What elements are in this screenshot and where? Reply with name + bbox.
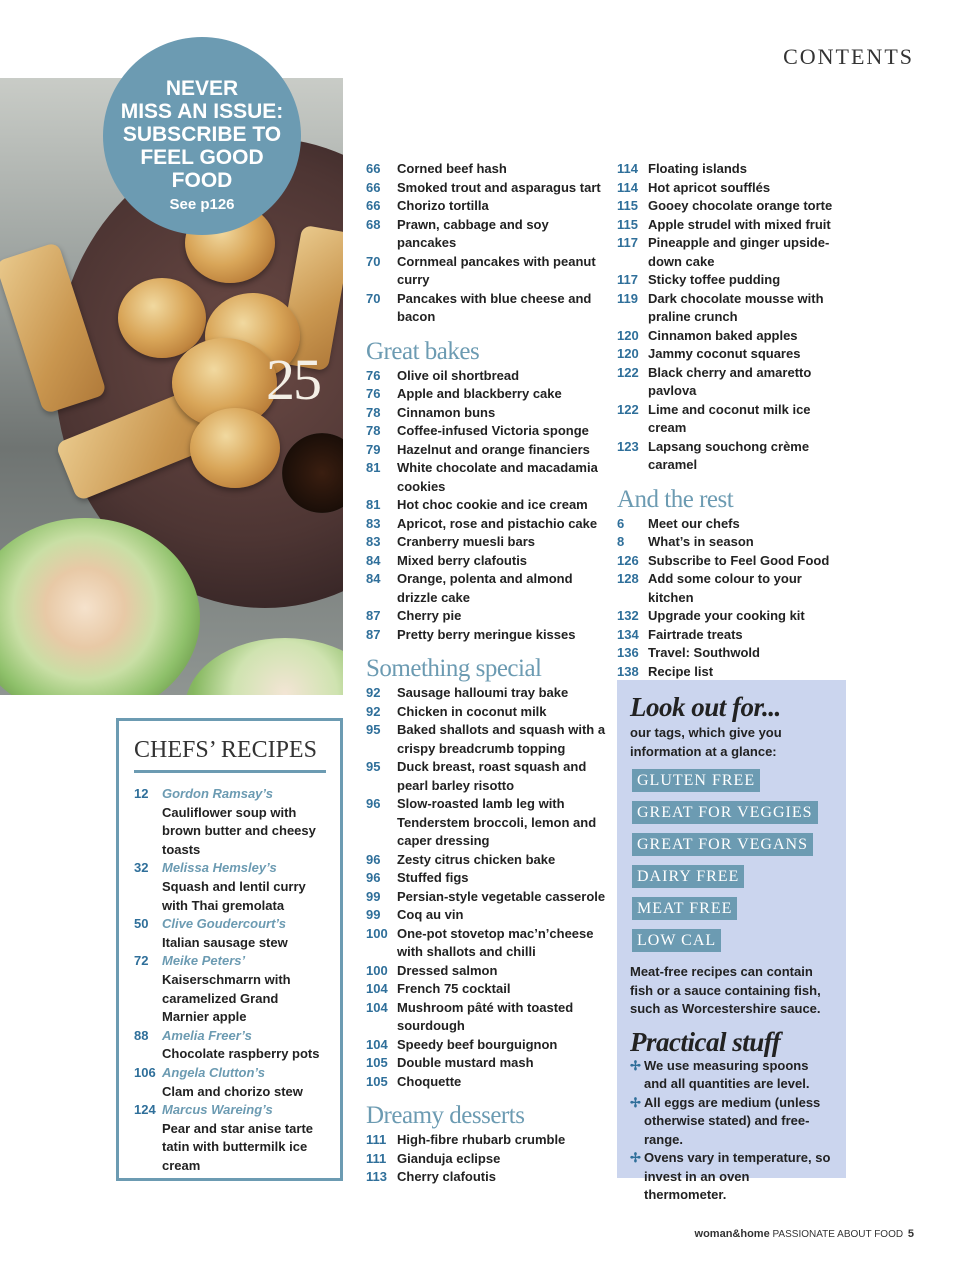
and-the-rest-list <box>617 515 849 682</box>
page-title: CONTENTS <box>783 44 914 69</box>
contents-entry[interactable] <box>366 962 606 981</box>
diet-tag: DAIRY FREE <box>632 865 744 888</box>
entry-title: Dressed salmon <box>397 962 498 978</box>
chefs-recipes-box <box>116 718 343 1181</box>
entry-page-number: 114 <box>617 161 638 176</box>
entry-title: Duck breast, roast squash and pearl barley risotto <box>397 759 587 793</box>
entry-title: Speedy beef bourguignon <box>397 1036 558 1052</box>
contents-entry[interactable] <box>366 570 606 607</box>
contents-entry[interactable] <box>366 441 606 460</box>
entry-title: Apricot, rose and pistachio cake <box>397 515 598 531</box>
contents-entry[interactable] <box>366 422 606 441</box>
contents-entry[interactable] <box>366 869 606 888</box>
entry-title: Cherry pie <box>397 608 462 623</box>
contents-entry[interactable] <box>617 179 849 198</box>
entry-title: Cherry clafoutis <box>397 1169 496 1184</box>
subscribe-page-ref: See p126 <box>169 196 235 213</box>
entry-title: Zesty citrus chicken bake <box>397 851 556 867</box>
dreamy-desserts-list <box>366 1131 606 1187</box>
chef-entry-body <box>162 952 326 1026</box>
entry-title: White chocolate and macadamia cookies <box>397 460 598 494</box>
practical-text: Ovens vary in temperature, so invest in an oven thermometer. <box>644 1150 831 1202</box>
entry-title: Sticky toffee pudding <box>648 272 781 287</box>
entry-page-number: 104 <box>366 999 388 1015</box>
diet-tag: GREAT FOR VEGGIES <box>632 801 818 824</box>
diet-tag: MEAT FREE <box>632 897 737 920</box>
entry-page-number: 79 <box>366 441 381 457</box>
contents-entry[interactable] <box>617 197 849 216</box>
entry-title: Coq au vin <box>397 907 464 922</box>
entry-title: Smoked trout and asparagus tart <box>397 179 601 195</box>
contents-entry[interactable] <box>366 684 606 703</box>
entry-title: Lime and coconut milk ice cream <box>648 401 811 435</box>
chefs-list <box>134 785 326 1175</box>
section-heading-great-bakes: Great bakes <box>366 337 480 365</box>
entry-title: Apple strudel with mixed fruit <box>648 216 831 232</box>
chef-dish: Kaiserschmarrn with caramelized Grand Marnier apple <box>162 971 291 1025</box>
contents-entry[interactable] <box>366 758 606 795</box>
entry-page-number: 138 <box>617 663 639 679</box>
entry-title: Jammy coconut squares <box>648 346 801 361</box>
entry-page-number: 128 <box>617 571 639 586</box>
chef-entry-body <box>162 1027 326 1064</box>
entry-title: Fairtrade treats <box>648 626 743 642</box>
contents-entry[interactable] <box>617 533 849 552</box>
contents-entry[interactable] <box>366 160 606 179</box>
contents-entry[interactable] <box>617 345 849 364</box>
contents-entry[interactable] <box>617 327 849 346</box>
meat-free-note: Meat-free recipes can contain fish or a sauce containing fish, such as Worcestershire sauce. <box>630 964 821 1016</box>
chef-name: Clive Goudercourt’s <box>162 916 287 932</box>
contents-entry[interactable] <box>617 626 849 645</box>
contents-entry[interactable] <box>366 888 606 907</box>
entry-page-number: 120 <box>617 327 639 343</box>
entry-title: Stuffed figs <box>397 870 469 885</box>
entry-page-number: 70 <box>366 290 381 306</box>
entry-title: Lapsang souchong crème caramel <box>648 438 810 472</box>
chef-page-number: 72 <box>134 953 149 969</box>
chef-dish: Clam and chorizo stew <box>162 1083 303 1099</box>
practical-item <box>630 1149 834 1205</box>
chef-dish: Squash and lentil curry with Thai gremolata <box>162 878 306 913</box>
entry-page-number: 8 <box>617 534 625 549</box>
practical-list <box>630 1057 834 1205</box>
chef-page-number: 88 <box>134 1027 149 1043</box>
entry-page-number: 87 <box>366 626 381 642</box>
entry-page-number: 100 <box>366 962 388 978</box>
tag-row <box>630 833 834 865</box>
chef-entry[interactable] <box>134 1064 326 1101</box>
tag-row <box>630 897 834 929</box>
practical-item <box>630 1057 834 1094</box>
section-heading-dreamy-desserts: Dreamy desserts <box>366 1102 525 1129</box>
contents-entry[interactable] <box>617 271 849 290</box>
entry-page-number: 81 <box>366 460 381 475</box>
contents-entry[interactable] <box>617 364 849 401</box>
entry-page-number: 122 <box>617 401 639 417</box>
entry-title: Cinnamon baked apples <box>648 327 798 343</box>
entry-page-number: 66 <box>366 198 381 213</box>
entry-title: What’s in season <box>648 534 754 549</box>
bullet-icon: ✢ <box>630 1057 641 1073</box>
entry-title: Cornmeal pancakes with peanut curry <box>397 253 596 287</box>
chef-entry-body <box>162 1064 326 1101</box>
entry-page-number: 117 <box>617 272 638 287</box>
contents-entry[interactable] <box>366 925 606 962</box>
chef-entry[interactable] <box>134 1101 326 1175</box>
entry-title: Baked shallots and squash with a crispy breadcrumb topping <box>397 722 606 756</box>
entry-page-number: 83 <box>366 534 381 549</box>
subscribe-badge[interactable] <box>103 37 301 235</box>
entry-page-number: 99 <box>366 907 381 922</box>
entry-page-number: 134 <box>617 626 639 642</box>
entry-page-number: 96 <box>366 851 381 867</box>
contents-entry[interactable] <box>617 401 849 438</box>
entry-title: Slow-roasted lamb leg with Tenderstem broccoli, lemon and caper dressing <box>397 796 597 848</box>
entry-page-number: 95 <box>366 759 381 774</box>
tag-row <box>630 865 834 897</box>
contents-entry[interactable] <box>366 385 606 404</box>
entry-page-number: 92 <box>366 685 381 700</box>
chef-dish: Italian sausage stew <box>162 934 288 950</box>
entry-page-number: 122 <box>617 364 639 380</box>
entry-title: Pretty berry meringue kisses <box>397 626 576 642</box>
entry-title: Add some colour to your kitchen <box>648 571 802 605</box>
entry-page-number: 68 <box>366 216 381 232</box>
chef-dish: Chocolate raspberry pots <box>162 1046 320 1062</box>
contents-entry[interactable] <box>366 1150 606 1169</box>
contents-entry[interactable] <box>366 459 606 496</box>
entry-title: Meet our chefs <box>648 515 740 531</box>
entry-page-number: 123 <box>617 438 639 454</box>
look-out-for-box <box>617 680 846 1202</box>
contents-column-2 <box>617 160 849 681</box>
entry-page-number: 113 <box>366 1169 387 1184</box>
entry-page-number: 78 <box>366 423 381 438</box>
entry-page-number: 76 <box>366 386 381 401</box>
bullet-icon: ✢ <box>630 1094 641 1110</box>
chef-name: Marcus Wareing’s <box>162 1102 273 1118</box>
entry-page-number: 87 <box>366 608 381 623</box>
chef-entry-body <box>162 859 326 915</box>
entry-title: Cranberry muesli bars <box>397 534 536 549</box>
tag-row <box>630 929 834 961</box>
chef-dish: Cauliflower soup with brown butter and cheesy toasts <box>162 804 316 857</box>
tag-row <box>630 801 834 833</box>
contents-entry[interactable] <box>366 179 606 198</box>
contents-entry[interactable] <box>366 721 606 758</box>
entry-title: One-pot stovetop mac’n’cheese with shallots and chilli <box>397 925 594 959</box>
entry-title: Apple and blackberry cake <box>397 386 562 401</box>
entry-title: Coffee-infused Victoria sponge <box>397 423 589 438</box>
entry-page-number: 115 <box>617 198 638 213</box>
contents-entry[interactable] <box>366 980 606 999</box>
entry-title: Double mustard mash <box>397 1055 534 1070</box>
entry-page-number: 111 <box>366 1132 387 1147</box>
great-bakes-list <box>366 367 606 645</box>
entry-page-number: 119 <box>617 290 638 306</box>
entry-page-number: 96 <box>366 870 381 885</box>
contents-entry[interactable] <box>366 367 606 386</box>
chef-page-number: 124 <box>134 1102 156 1118</box>
chef-entry-body <box>162 915 326 952</box>
entry-page-number: 84 <box>366 571 381 586</box>
entry-title: Chorizo tortilla <box>397 198 489 213</box>
intro-list <box>366 160 606 327</box>
contents-entry[interactable] <box>617 160 849 179</box>
contents-entry[interactable] <box>366 1054 606 1073</box>
entry-title: Recipe list <box>648 663 714 679</box>
practical-stuff-title: Practical stuff <box>630 1026 781 1057</box>
entry-page-number: 83 <box>366 515 381 531</box>
chef-entry[interactable] <box>134 952 326 1026</box>
contents-entry[interactable] <box>617 515 849 534</box>
entry-page-number: 132 <box>617 608 639 623</box>
entry-title: Hot choc cookie and ice cream <box>397 497 588 512</box>
contents-entry[interactable] <box>617 570 849 607</box>
chef-name: Melissa Hemsley’s <box>162 860 277 876</box>
entry-title: Floating islands <box>648 161 747 176</box>
entry-title: Dark chocolate mousse with praline crunch <box>648 290 824 324</box>
contents-entry[interactable] <box>366 404 606 423</box>
chef-page-number: 32 <box>134 860 149 876</box>
chef-entry-body <box>162 785 326 859</box>
entry-title: Cinnamon buns <box>397 404 496 420</box>
contents-entry[interactable] <box>617 644 849 663</box>
contents-entry[interactable] <box>366 290 606 327</box>
entry-page-number: 6 <box>617 515 625 531</box>
chef-name: Meike Peters’ <box>162 953 246 969</box>
entry-title: Olive oil shortbread <box>397 367 520 383</box>
chef-entry[interactable] <box>134 915 326 952</box>
footer-page-number: 5 <box>907 1228 914 1240</box>
contents-entry[interactable] <box>366 552 606 571</box>
fritter <box>190 408 280 488</box>
entry-page-number: 104 <box>366 1036 388 1052</box>
entry-page-number: 81 <box>366 497 381 512</box>
entry-page-number: 78 <box>366 404 381 420</box>
contents-entry[interactable] <box>366 999 606 1036</box>
contents-entry[interactable] <box>366 1131 606 1150</box>
entry-page-number: 66 <box>366 161 381 176</box>
entry-title: Travel: Southwold <box>648 645 760 660</box>
chef-page-number: 106 <box>134 1064 156 1080</box>
entry-page-number: 96 <box>366 796 381 811</box>
entry-title: Mushroom pâté with toasted sourdough <box>397 999 574 1033</box>
chef-entry-body <box>162 1101 326 1175</box>
entry-page-number: 114 <box>617 179 638 195</box>
contents-entry[interactable] <box>366 851 606 870</box>
chef-entry[interactable] <box>134 785 326 859</box>
chef-name: Angela Clutton’s <box>162 1064 266 1080</box>
contents-entry[interactable] <box>366 515 606 534</box>
page-footer <box>695 1228 914 1240</box>
chef-name: Amelia Freer’s <box>162 1027 252 1043</box>
entry-title: Pineapple and ginger upside-down cake <box>648 235 830 269</box>
contents-entry[interactable] <box>617 552 849 571</box>
section-heading-something-special: Something special <box>366 655 542 682</box>
entry-page-number: 100 <box>366 925 388 941</box>
entry-page-number: 120 <box>617 346 639 361</box>
entry-page-number: 117 <box>617 235 638 250</box>
entry-page-number: 126 <box>617 552 639 568</box>
contents-entry[interactable] <box>366 626 606 645</box>
contents-entry[interactable] <box>617 290 849 327</box>
entry-page-number: 99 <box>366 888 381 904</box>
diet-tag: GLUTEN FREE <box>632 769 760 792</box>
contents-entry[interactable] <box>366 1073 606 1092</box>
entry-page-number: 105 <box>366 1055 388 1070</box>
chef-dish: Pear and star anise tarte tatin with buttermilk ice cream <box>162 1120 314 1173</box>
practical-text: We use measuring spoons and all quantities are level. <box>644 1057 810 1091</box>
entry-page-number: 111 <box>366 1150 387 1166</box>
entry-page-number: 70 <box>366 253 381 269</box>
contents-entry[interactable] <box>617 234 849 271</box>
entry-title: Choquette <box>397 1073 462 1089</box>
chef-entry[interactable] <box>134 859 326 915</box>
entry-title: Chicken in coconut milk <box>397 703 547 719</box>
tag-row <box>630 769 834 801</box>
practical-text: All eggs are medium (unless otherwise stated) and free-range. <box>644 1094 821 1147</box>
entry-page-number: 66 <box>366 179 381 195</box>
look-out-for-title: Look out for... <box>630 692 781 722</box>
entry-title: Persian-style vegetable casserole <box>397 888 606 904</box>
tag-list <box>630 769 834 961</box>
chef-page-number: 50 <box>134 916 149 932</box>
diet-tag: GREAT FOR VEGANS <box>632 833 813 856</box>
entry-page-number: 105 <box>366 1073 388 1089</box>
contents-entry[interactable] <box>366 607 606 626</box>
diet-tag: LOW CAL <box>632 929 721 952</box>
bullet-icon: ✢ <box>630 1150 641 1165</box>
entry-page-number: 104 <box>366 981 388 996</box>
entry-page-number: 76 <box>366 367 381 383</box>
contents-entry[interactable] <box>617 607 849 626</box>
practical-item <box>630 1094 834 1150</box>
entry-page-number: 115 <box>617 216 638 232</box>
entry-title: Subscribe to Feel Good Food <box>648 552 830 568</box>
entry-title: Pancakes with blue cheese and bacon <box>397 290 592 324</box>
section-heading-and-the-rest: And the rest <box>617 485 734 513</box>
chef-entry[interactable] <box>134 1027 326 1064</box>
something-special-list <box>366 684 606 1091</box>
contents-entry[interactable] <box>617 663 849 682</box>
entry-title: Upgrade your cooking kit <box>648 608 805 623</box>
entry-title: Orange, polenta and almond drizzle cake <box>397 571 573 605</box>
entry-title: Black cherry and amaretto pavlova <box>648 364 812 398</box>
contents-entry[interactable] <box>366 703 606 722</box>
entry-title: Sausage halloumi tray bake <box>397 685 569 700</box>
contents-entry[interactable] <box>366 253 606 290</box>
contents-entry[interactable] <box>366 1168 606 1187</box>
chef-page-number: 12 <box>134 786 149 801</box>
contents-entry[interactable] <box>366 533 606 552</box>
desserts-continued-list <box>617 160 849 475</box>
contents-entry[interactable] <box>366 795 606 851</box>
entry-title: Gianduja eclipse <box>397 1150 501 1166</box>
subscribe-text: NEVER MISS AN ISSUE: SUBSCRIBE TO FEEL GOOD FOOD <box>120 77 284 192</box>
contents-entry[interactable] <box>366 906 606 925</box>
photo-page-number: 25 <box>266 347 320 412</box>
entry-title: Mixed berry clafoutis <box>397 552 528 568</box>
contents-entry[interactable] <box>366 197 606 216</box>
footer-brand: woman&home <box>694 1228 770 1240</box>
entry-page-number: 136 <box>617 645 639 660</box>
contents-entry[interactable] <box>617 216 849 235</box>
entry-title: Gooey chocolate orange torte <box>648 198 833 213</box>
chefs-recipes-title: CHEFS’ RECIPES <box>134 737 326 773</box>
contents-column-1 <box>366 160 606 1187</box>
entry-title: Corned beef hash <box>397 161 507 176</box>
look-out-for-intro: our tags, which give you information at a glance: <box>630 725 782 759</box>
entry-title: Prawn, cabbage and soy pancakes <box>397 216 549 250</box>
entry-title: Hot apricot soufflés <box>648 179 771 195</box>
entry-title: French 75 cocktail <box>397 981 511 996</box>
chef-name: Gordon Ramsay’s <box>162 786 274 801</box>
contents-entry[interactable] <box>366 216 606 253</box>
contents-entry[interactable] <box>366 496 606 515</box>
contents-entry[interactable] <box>366 1036 606 1055</box>
entry-page-number: 92 <box>366 703 381 719</box>
footer-tagline: PASSIONATE ABOUT FOOD <box>772 1229 904 1240</box>
entry-page-number: 95 <box>366 722 381 737</box>
entry-title: High-fibre rhubarb crumble <box>397 1132 566 1147</box>
entry-page-number: 84 <box>366 552 381 568</box>
entry-title: Hazelnut and orange financiers <box>397 441 590 457</box>
salad-bowl <box>185 638 343 695</box>
contents-entry[interactable] <box>617 438 849 475</box>
